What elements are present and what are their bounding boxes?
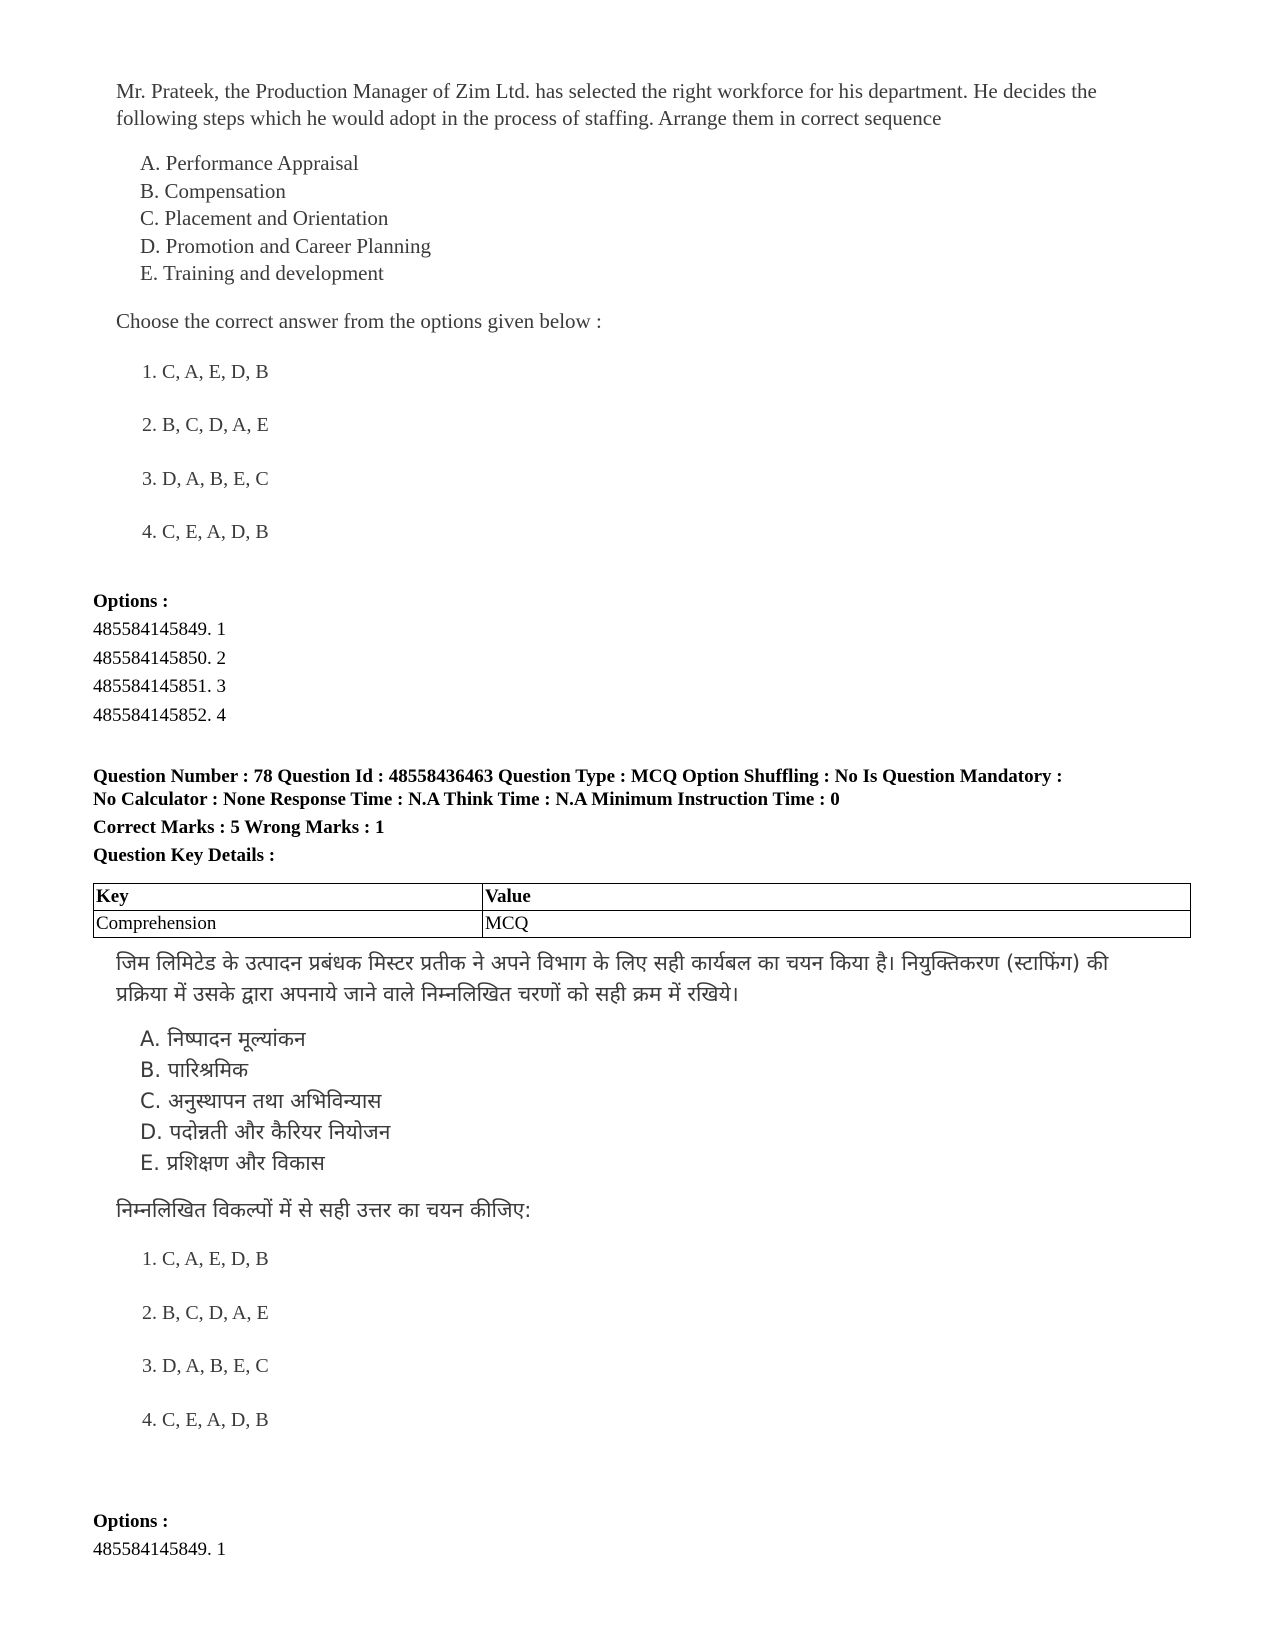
list-item: A. Performance Appraisal — [140, 151, 359, 175]
option-item: 485584145851. 3 — [93, 676, 226, 697]
list-item: C. अनुस्थापन तथा अभिविन्यास — [140, 1089, 382, 1113]
answer-choice: 1. C, A, E, D, B — [142, 1248, 269, 1270]
list-item: E. Training and development — [140, 261, 384, 285]
question-stem: जिम लिमिटेड के उत्पादन प्रबंधक मिस्टर प्रतीक ने अपने विभाग के लिए सही कार्यबल का चयन किया है। नियुक्तिकरण (स्टाफिंग) की प्रक्रिया में उसके द्वारा अपनाये जाने वाले निम्नलिखित चरणों को सही क्रम में रखिये। — [116, 951, 1109, 1006]
question-image-english — [116, 78, 1126, 571]
table-header: Key — [94, 884, 483, 911]
staffing-steps-list — [140, 1024, 1136, 1179]
list-item: D. पदोन्नती और कैरियर नियोजन — [140, 1120, 391, 1144]
answer-choices — [142, 1244, 1136, 1458]
options-section — [93, 588, 226, 730]
option-item: 485584145849. 1 — [93, 619, 226, 640]
question-meta-line: No Calculator : None Response Time : N.A Think Time : N.A Minimum Instruction Time : 0 — [93, 789, 840, 810]
option-item: 485584145852. 4 — [93, 704, 226, 726]
options-heading: Options : — [93, 591, 169, 612]
options-section — [93, 1508, 226, 1565]
question-instruction: Choose the correct answer from the options given below : — [116, 308, 602, 333]
marks-line: Correct Marks : 5 Wrong Marks : 1 — [93, 817, 385, 838]
list-item: B. पारिश्रमिक — [140, 1058, 249, 1082]
answer-choice: 3. D, A, B, E, C — [142, 467, 269, 490]
list-item: E. प्रशिक्षण और विकास — [140, 1151, 325, 1175]
option-item: 485584145850. 2 — [93, 647, 226, 669]
table-header-row — [94, 884, 1191, 911]
list-item: B. Compensation — [140, 178, 286, 203]
list-item: A. निष्पादन मूल्यांकन — [140, 1027, 306, 1051]
list-item: C. Placement and Orientation — [140, 206, 389, 230]
answer-choice: 3. D, A, B, E, C — [142, 1355, 269, 1377]
key-details-heading: Question Key Details : — [93, 845, 276, 866]
options-heading: Options : — [93, 1511, 169, 1532]
question-instruction: निम्नलिखित विकल्पों में से सही उत्तर का चयन कीजिए: — [116, 1198, 532, 1222]
answer-choices — [142, 357, 1126, 571]
staffing-steps-list — [140, 150, 1126, 288]
question-meta-line: Question Number : 78 Question Id : 48558436463 Question Type : MCQ Option Shuffling : No Is Question Mandatory : — [93, 766, 1063, 787]
options-list — [93, 616, 226, 730]
options-list — [93, 1536, 226, 1565]
table-cell: Comprehension — [94, 911, 483, 938]
list-item: D. Promotion and Career Planning — [140, 233, 432, 258]
answer-choice: 4. C, E, A, D, B — [142, 521, 269, 543]
answer-choice: 2. B, C, D, A, E — [142, 1301, 269, 1324]
option-item: 485584145849. 1 — [93, 1539, 226, 1560]
question-image-hindi — [116, 948, 1136, 1458]
answer-choice: 1. C, A, E, D, B — [142, 360, 269, 383]
question-meta — [93, 765, 1213, 867]
table-row — [94, 911, 1191, 938]
table-header: Value — [483, 884, 1191, 911]
answer-choice: 2. B, C, D, A, E — [142, 414, 269, 436]
answer-choice: 4. C, E, A, D, B — [142, 1408, 269, 1431]
question-stem: Mr. Prateek, the Production Manager of Zim Ltd. has selected the right workforce for his department. He decides the following steps which he would adopt in the process of staffing. Arrange them in correct sequence — [116, 79, 1097, 130]
question-key-table — [93, 883, 1191, 938]
table-cell: MCQ — [483, 911, 1191, 938]
